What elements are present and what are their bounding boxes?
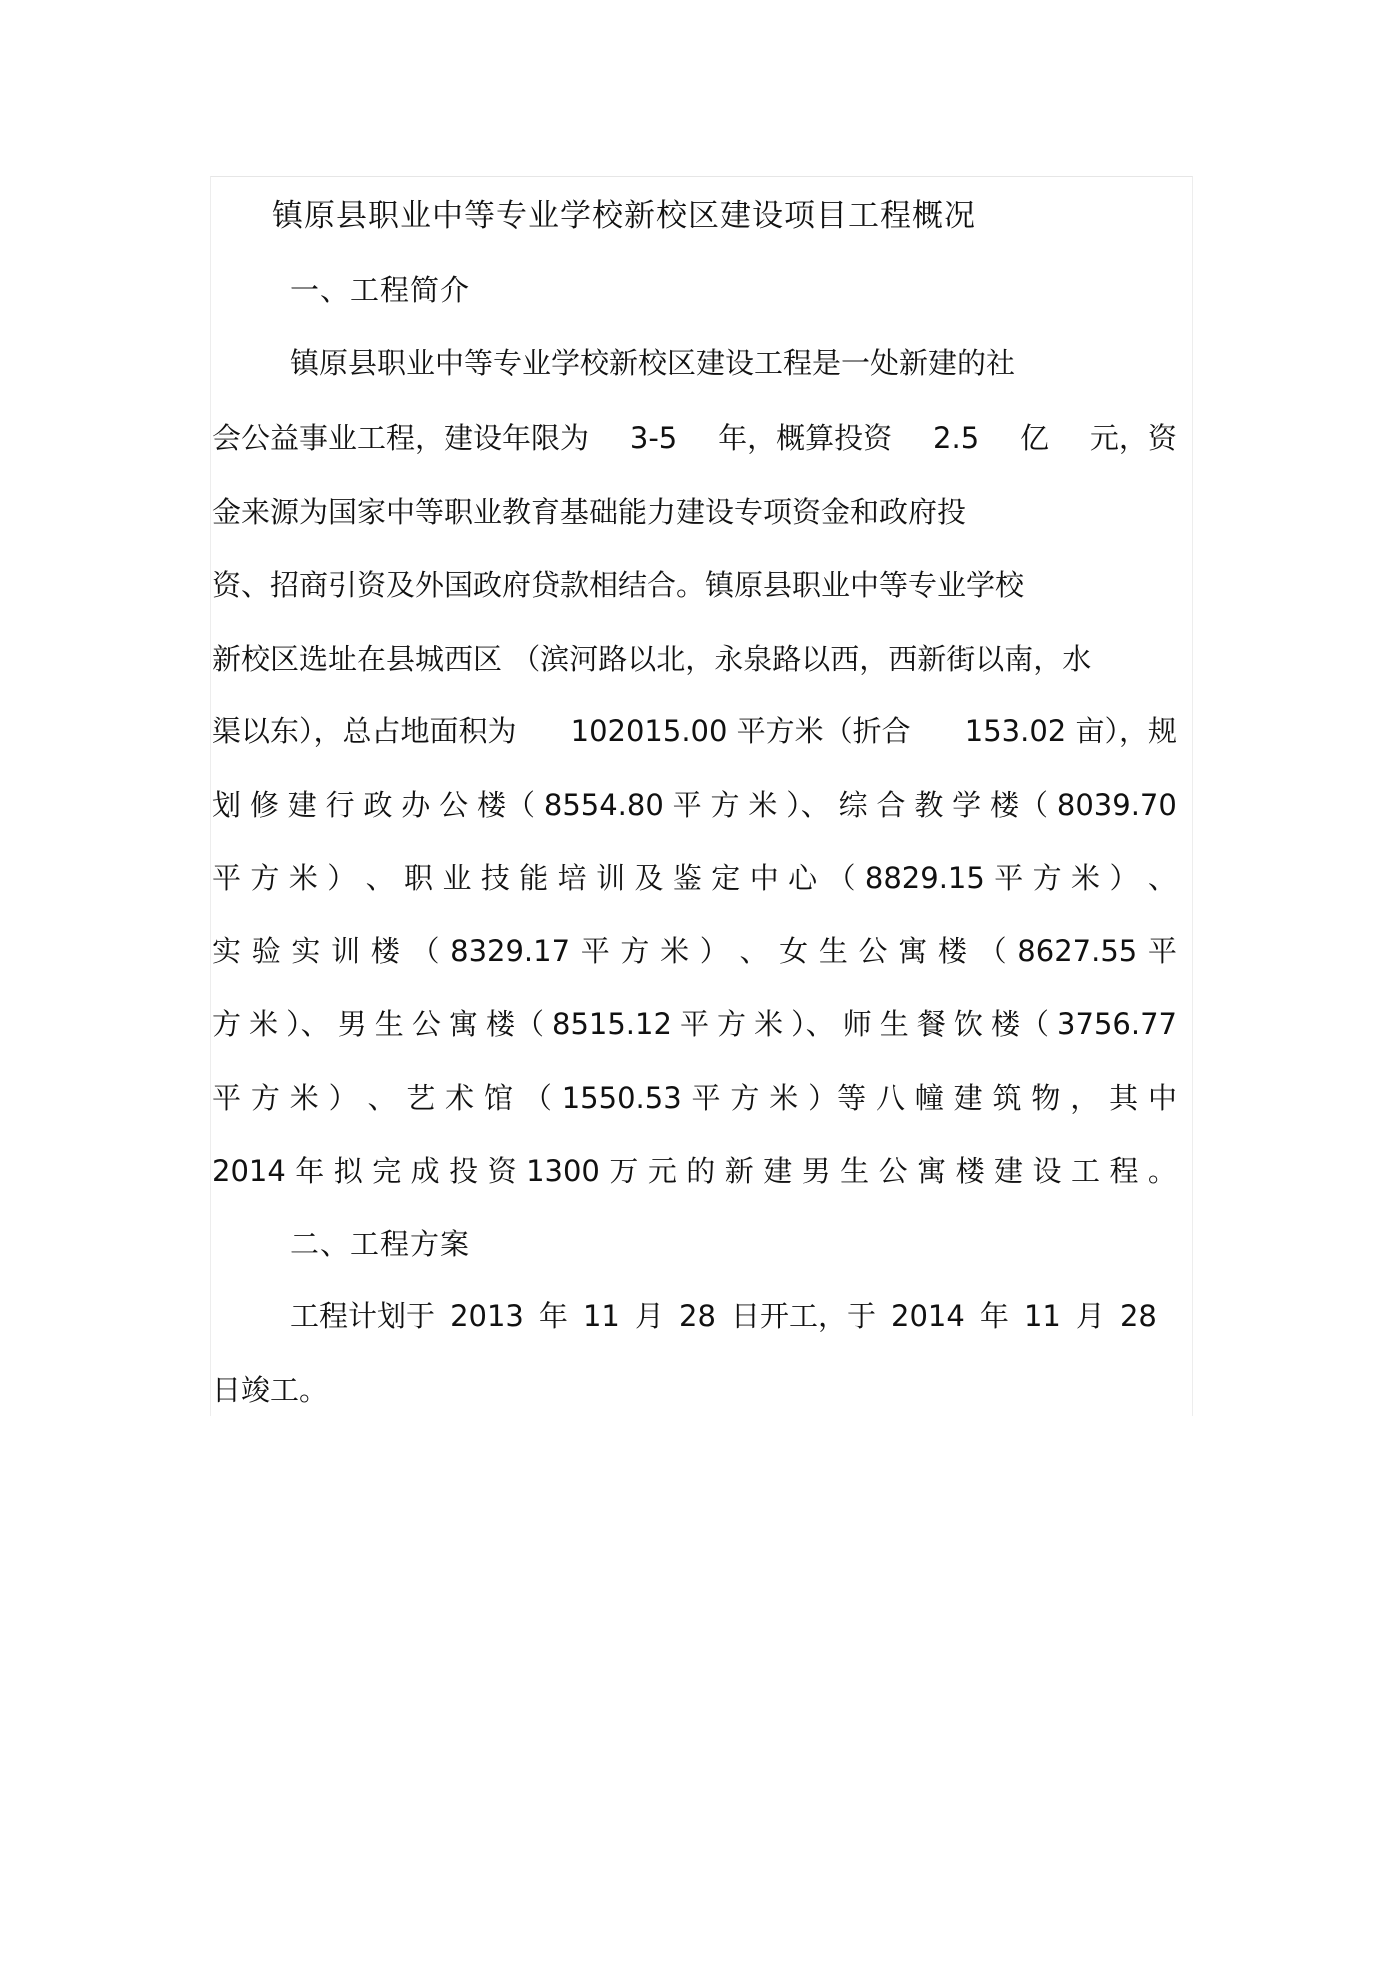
text-segment: 2.5 xyxy=(933,421,980,455)
text-segment: 153.02 亩），规 xyxy=(964,714,1177,748)
text-segment: 验 xyxy=(251,934,281,968)
text-segment: 方 xyxy=(250,861,280,895)
text-segment: 8515.12 xyxy=(552,1007,672,1041)
section2-line: 日竣工。 xyxy=(212,1373,329,1407)
text-segment: 11 xyxy=(582,1299,620,1333)
text-segment: ） xyxy=(327,861,357,895)
text-segment: 102015.00 平方米（折合 xyxy=(570,714,911,748)
section1-line xyxy=(212,787,1177,823)
section1-line xyxy=(212,1080,1177,1116)
text-segment: 公 xyxy=(878,1154,908,1188)
text-segment: 平 xyxy=(672,788,702,822)
text-segment: ， xyxy=(1070,1081,1100,1115)
text-segment: ） xyxy=(328,1081,358,1115)
text-segment: 、 xyxy=(1147,861,1177,895)
text-segment: 学 xyxy=(952,788,982,822)
text-segment: 资 xyxy=(487,1154,517,1188)
text-segment: 米 xyxy=(748,788,778,822)
section1-line: 金来源为国家中等职业教育基础能力建设专项资金和政府投 xyxy=(212,495,967,529)
text-segment: ） xyxy=(699,934,729,968)
text-segment: 米 xyxy=(1071,861,1101,895)
text-segment: 米 xyxy=(288,861,318,895)
text-segment: 米 xyxy=(289,1081,319,1115)
text-segment: 寓 xyxy=(917,1154,947,1188)
text-segment: 月 xyxy=(634,1299,664,1333)
text-segment: 中 xyxy=(1147,1081,1177,1115)
text-segment: 平 xyxy=(212,861,242,895)
text-segment: 元，资 xyxy=(1089,421,1177,455)
text-segment: 寓 xyxy=(898,934,928,968)
text-segment: 公 xyxy=(411,1007,441,1041)
text-segment: 万 xyxy=(609,1154,639,1188)
text-segment: 馆 xyxy=(484,1081,514,1115)
text-segment: 生 xyxy=(879,1007,909,1041)
text-segment: 的 xyxy=(686,1154,716,1188)
text-segment: 建 xyxy=(763,1154,793,1188)
section1-line xyxy=(212,933,1177,969)
text-segment: 能 xyxy=(519,861,549,895)
text-segment: ）、 xyxy=(286,1007,330,1041)
text-segment: 培 xyxy=(557,861,587,895)
text-segment: 米 xyxy=(660,934,690,968)
text-segment: 设 xyxy=(1032,1154,1062,1188)
text-segment: 鉴 xyxy=(672,861,702,895)
text-segment: 工 xyxy=(1070,1154,1100,1188)
text-segment: 。 xyxy=(1147,1154,1177,1188)
text-segment: 平 xyxy=(212,1081,242,1115)
text-segment: 年 xyxy=(295,1154,325,1188)
text-segment: 公 xyxy=(858,934,888,968)
text-segment: 实 xyxy=(291,934,321,968)
section1-line: 资、招商引资及外国政府贷款相结合。镇原县职业中等专业学校 xyxy=(212,568,1025,602)
text-segment: 米 xyxy=(754,1007,784,1041)
text-segment: 政 xyxy=(363,788,393,822)
text-segment: 1300 xyxy=(526,1154,600,1188)
text-segment: 艺 xyxy=(406,1081,436,1115)
section1-line xyxy=(212,1006,1177,1042)
text-segment: 餐 xyxy=(916,1007,946,1041)
section1-line xyxy=(212,713,1177,749)
section1-line: 新校区选址在县城西区 （滨河路以北，永泉路以西，西新街以南，水 xyxy=(212,642,1092,676)
text-segment: 中 xyxy=(749,861,779,895)
text-segment: 3-5 xyxy=(629,421,678,455)
text-segment: 年 xyxy=(979,1299,1009,1333)
text-segment: 男 xyxy=(337,1007,367,1041)
text-segment: 米 xyxy=(769,1081,799,1115)
text-segment: 楼（ xyxy=(485,1007,544,1041)
text-segment: 元 xyxy=(647,1154,677,1188)
text-segment: 新 xyxy=(724,1154,754,1188)
text-segment: 月 xyxy=(1075,1299,1105,1333)
text-segment: 筑 xyxy=(992,1081,1022,1115)
text-segment: 楼 xyxy=(937,934,967,968)
text-segment: 平 xyxy=(580,934,610,968)
text-segment: 训 xyxy=(331,934,361,968)
text-segment: 年 xyxy=(538,1299,568,1333)
text-segment: 、 xyxy=(367,1081,397,1115)
text-segment: 划 xyxy=(212,788,242,822)
text-segment: 办 xyxy=(401,788,431,822)
text-segment: 其 xyxy=(1109,1081,1139,1115)
text-segment: 方 xyxy=(620,934,650,968)
text-segment: （ xyxy=(410,934,440,968)
text-segment: ）等 xyxy=(808,1081,867,1115)
text-segment: 亿 xyxy=(1020,421,1050,455)
text-segment: 日开工，于 xyxy=(730,1299,876,1333)
text-segment: 、 xyxy=(365,861,395,895)
text-segment: 28 xyxy=(1119,1299,1157,1333)
text-segment: 方 xyxy=(717,1007,747,1041)
text-segment: 楼（ xyxy=(990,1007,1049,1041)
text-segment: 成 xyxy=(410,1154,440,1188)
text-segment: 生 xyxy=(840,1154,870,1188)
text-segment: 术 xyxy=(445,1081,475,1115)
text-segment: 生 xyxy=(374,1007,404,1041)
text-segment: 定 xyxy=(711,861,741,895)
section2-line xyxy=(290,1298,1157,1334)
text-segment: 幢 xyxy=(914,1081,944,1115)
text-segment: 方 xyxy=(710,788,740,822)
text-segment: 男 xyxy=(801,1154,831,1188)
text-segment: 投 xyxy=(449,1154,479,1188)
text-segment: 拟 xyxy=(333,1154,363,1188)
text-segment: 物 xyxy=(1031,1081,1061,1115)
text-segment: 心 xyxy=(788,861,818,895)
text-segment: 3756.77 xyxy=(1057,1007,1177,1041)
text-segment: 8627.55 xyxy=(1017,934,1138,968)
text-segment: （ xyxy=(522,1081,552,1115)
text-segment: 寓 xyxy=(448,1007,478,1041)
text-segment: 8039.70 xyxy=(1056,788,1177,822)
text-segment: 2014 xyxy=(891,1299,965,1333)
text-segment: 生 xyxy=(818,934,848,968)
text-segment: 技 xyxy=(480,861,510,895)
text-segment: 方 xyxy=(212,1007,242,1041)
text-segment: 平 xyxy=(994,861,1024,895)
text-segment: 11 xyxy=(1023,1299,1061,1333)
text-segment: 职 xyxy=(404,861,434,895)
text-segment: 1550.53 xyxy=(561,1081,682,1115)
text-segment: 8554.80 xyxy=(543,788,664,822)
text-segment: 程 xyxy=(1109,1154,1139,1188)
text-segment: 修 xyxy=(249,788,279,822)
text-segment: 方 xyxy=(730,1081,760,1115)
text-segment: （ xyxy=(826,861,856,895)
text-segment: 渠以东），总占地面积为 xyxy=(212,714,517,748)
text-segment: 平 xyxy=(679,1007,709,1041)
text-segment: 平 xyxy=(691,1081,721,1115)
section-heading-introduction: 一、工程简介 xyxy=(290,273,471,307)
text-segment: 方 xyxy=(250,1081,280,1115)
text-segment: 业 xyxy=(442,861,472,895)
text-segment: 建 xyxy=(994,1154,1024,1188)
text-segment: 建 xyxy=(287,788,317,822)
text-segment: 、 xyxy=(739,934,769,968)
text-segment: 楼 xyxy=(955,1154,985,1188)
text-segment: 公 xyxy=(439,788,469,822)
text-segment: 八 xyxy=(875,1081,905,1115)
text-segment: 师 xyxy=(842,1007,872,1041)
text-segment: 会公益事业工程，建设年限为 xyxy=(212,421,590,455)
text-segment: 合 xyxy=(876,788,906,822)
text-segment: ）、 xyxy=(791,1007,835,1041)
section-heading-plan: 二、工程方案 xyxy=(290,1227,471,1261)
text-segment: 年，概算投资 xyxy=(718,421,893,455)
text-segment: 教 xyxy=(914,788,944,822)
text-segment: 2014 xyxy=(212,1154,286,1188)
text-segment: 楼（ xyxy=(990,788,1049,822)
section1-line xyxy=(212,1153,1177,1189)
text-segment: 建 xyxy=(953,1081,983,1115)
text-segment: 完 xyxy=(372,1154,402,1188)
text-segment: 及 xyxy=(634,861,664,895)
text-segment: 饮 xyxy=(953,1007,983,1041)
text-segment: 训 xyxy=(596,861,626,895)
text-segment: 楼 xyxy=(370,934,400,968)
text-segment: 方 xyxy=(1032,861,1062,895)
text-segment: 行 xyxy=(325,788,355,822)
text-segment: 2013 xyxy=(450,1299,524,1333)
text-segment: 综 xyxy=(838,788,868,822)
text-segment: 实 xyxy=(212,934,242,968)
text-segment: ） xyxy=(1109,861,1139,895)
text-segment: 28 xyxy=(679,1299,716,1333)
text-segment: 楼（ xyxy=(477,788,536,822)
section1-line xyxy=(212,860,1177,896)
section1-line xyxy=(212,420,1177,456)
text-segment: 工程计划于 xyxy=(290,1299,436,1333)
text-segment: 米 xyxy=(249,1007,279,1041)
text-segment: 女 xyxy=(779,934,809,968)
text-segment: 8329.17 xyxy=(450,934,571,968)
section1-line: 镇原县职业中等专业学校新校区建设工程是一处新建的社 xyxy=(290,346,1016,380)
text-segment: ）、 xyxy=(786,788,830,822)
text-segment: 平 xyxy=(1147,934,1177,968)
document-title: 镇原县职业中等专业学校新校区建设项目工程概况 xyxy=(272,198,976,234)
text-segment: （ xyxy=(977,934,1007,968)
text-segment: 8829.15 xyxy=(864,861,985,895)
